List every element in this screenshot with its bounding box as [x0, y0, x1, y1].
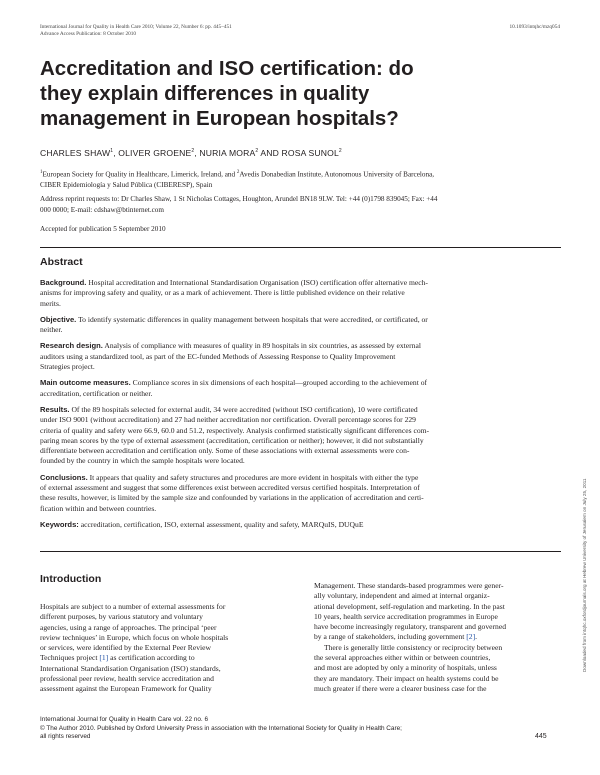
abstract-outcome-measures: Main outcome measures. Compliance scores in six dimensions of each hospital—grouped according to the achievement of accreditation, certification or neither. — [40, 378, 428, 398]
download-watermark: Downloaded from intqhc.oxfordjournals.org at Hebrew University of Jerusalem on July 25, 2011 — [582, 478, 587, 672]
journal-citation: International Journal for Quality in Health Care 2010; Volume 22, Number 6: pp. 445–451 — [40, 24, 232, 30]
page-footer: International Journal for Quality in Health Care vol. 22 no. 6 © The Author 2010. Published by Oxford University Press in association with the International Society for Quality in Health Care; all rights reserved — [40, 716, 402, 741]
abstract-body — [40, 278, 561, 530]
accepted-date: Accepted for publication 5 September 2010 — [40, 225, 166, 234]
abstract-heading: Abstract — [40, 256, 83, 268]
advance-access-line: Advance Access Publication: 8 October 2010 — [40, 31, 137, 37]
abstract-results: Results. Of the 89 hospitals selected for external audit, 34 were accredited (without ISO certification), 10 were certificated under ISO 9001 (without accreditation) and 27 had neither accreditation nor certification. Overall percentage scores for 229 criteria of quality and safety were 66.9, 60.0 and 51.2, respectively. Analysis confirmed statistically significant differences com- paring mean scores by the type of external assessment (accreditation, certification or neither); however, it did not substantially differentiate between accreditation and certification only. Some of these associations with external assessments were con- founded by the country in which the sample hospitals were located. — [40, 404, 430, 466]
doi[interactable]: 10.1093/intqhc/mzq054 — [509, 24, 560, 30]
author-list: CHARLES SHAW$^1$, OLIVER GROENE$^2$, NURIA MORA$^2$ AND ROSA SUNOL$^2$ — [40, 148, 342, 158]
article-title: Accreditation and ISO certification: do they explain differences in quality management in European hospitals? — [40, 57, 414, 130]
introduction-heading: Introduction — [40, 573, 102, 585]
citation-link[interactable]: [2] — [466, 632, 476, 642]
abstract-research-design: Research design. Analysis of compliance with measures of quality in 89 hospitals in six countries, as assessed by external auditors using a standardized tool, as part of the EC-funded Methods of Assessing Response to Quality Improvement Strategies project. — [40, 341, 421, 372]
affiliations: $^1$European Society for Quality in Healthcare, Limerick, Ireland, and $^2$Avedis Donabedian Institute, Autonomous University of Barcelona, CIBER Epidemiología y Salud Pública (CIBERESP), Spain Address reprint requests to: Dr Charles Shaw, 1 St Nicholas Cottages, Houghton, Arundel BN18 9LW. Tel: +44 (0)1798 839045; Fax: +44 000 0000; E-mail: cdshaw@btinternet.com Accepted for publication 5 September 2010 — [40, 168, 562, 235]
abstract-objective: Objective. To identify systematic differences in quality management between hospitals that were accredited, or certificated, or neither. — [40, 314, 428, 335]
abstract-background: Background. Hospital accreditation and International Standardisation Organisation (ISO) certification offer alternative mech- anisms for improving safety and quality, or as a mark of achievement. There is little published evidence on their relative merits. — [40, 278, 428, 308]
correspondence-address: Address reprint requests to: Dr Charles Shaw, 1 St Nicholas Cottages, Houghton, Arundel BN18 9LW. Tel: +44 (0)1798 839045; Fax: +44 — [40, 195, 438, 204]
introduction-left-column: Hospitals are subject to a number of external assessments for different purposes, by various statutory and voluntary agencies, using a range of approaches. The principal ‘peer review techniques’ in Europe, which focus on whole hospitals or services, were identified by the External Peer Review Techniques project [1] as certification according to International Standardisation Organisation (ISO) standards, professional peer review, health service accreditation and assessment against the European Framework for Quality — [40, 602, 229, 694]
page-number: 445 — [535, 733, 547, 740]
divider — [40, 247, 561, 248]
divider — [40, 551, 561, 552]
keywords: Keywords: accreditation, certification, ISO, external assessment, quality and safety, MARQuIS, DUQuE — [40, 519, 364, 529]
abstract-conclusions: Conclusions. It appears that quality and safety structures and procedures are more evident in hospitals with either the type of external assessment and suggest that some differences exist between accredited versus certified hospitals. Interpretation of these results, however, is limited by the sample size and confounded by variations in the application of accreditation and certi- fication within and between countries. — [40, 472, 424, 513]
citation-link[interactable]: [1] — [99, 653, 109, 663]
introduction-right-column: Management. These standards-based programmes were gener- ally voluntary, independent and aimed at internal organiz- ational development, self-regulation and marketing. In the past 10 years, health service accreditation programmes in Europe have become increasingly regulatory, transparent and governed by a range of stakeholders, including government [2]. There is generally little consistency or reciprocity between the several approaches either within or between countries, and most are adopted by only a minority of hospitals, unless they are mandatory. Their impact on health systems could be much greater if there were a clearer business case for the — [314, 581, 507, 693]
